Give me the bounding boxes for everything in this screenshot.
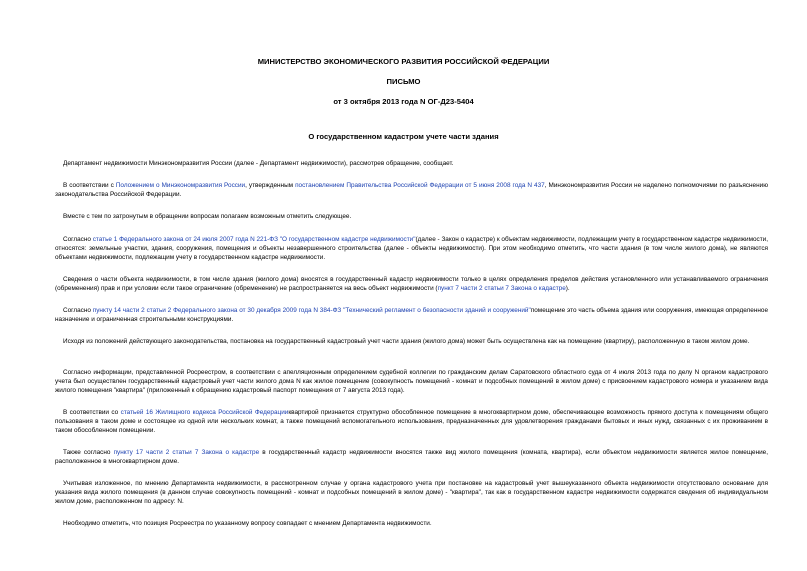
paragraph-2	[55, 181, 768, 199]
paragraph-text: Учитывая изложенное, по мнению Департамента недвижимости, в рассмотренном случае у органа кадастрового учета при постановке на кадастровый учет вышеуказанного объекта недвижимости отсутствовало основание для указания вида жилого помещения (в данном случае совокупность помещений - комнат и подсобных помещений в жилом доме) - "квартира", так как в государственном кадастре недвижимости содержатся сведения об индивидуальном жилом доме, расположенном по адресу: N.	[55, 480, 768, 506]
paragraph-text: Исходя из положений действующего законодательства, постановка на государственный кадастровый учет части здания (жилого дома) может быть осуществлена как на помещение (квартиру), расположенную в таком жилом доме.	[63, 338, 750, 345]
document-subject: О государственном кадастром учете части здания	[308, 132, 499, 141]
link-federal-law-384[interactable]: пункту 14 части 2 статьи 2 Федерального закона от 30 декабря 2009 года N 384-ФЗ "Технический регламент о безопасности зданий и сооружений"	[92, 307, 531, 314]
paragraph-text: Сведения о части объекта недвижимости, в том числе здания (жилого дома) вносятся в государственный кадастр недвижимости только в целях определения пределов действия установленного или устанавливаемого ограничения (обременения) прав и при условии если такое ограничение (обременение) не распространяется на весь объект недвижимости (	[55, 276, 768, 293]
paragraph-6	[55, 306, 768, 324]
paragraph-text: в государственный кадастр недвижимости вносятся также вид жилого помещения (комната, квартира), если объектом недвижимости является жилое помещение, расположенное в многоквартирном доме.	[55, 449, 768, 466]
link-government-decree-437[interactable]: постановлением Правительства Российской Федерации от 5 июня 2008 года N 437	[295, 182, 545, 189]
link-federal-law-221[interactable]: статье 1 Федерального закона от 24 июля 2007 года N 221-ФЗ "О государственном кадастре недвижимости"	[92, 236, 416, 243]
paragraph-4	[55, 235, 768, 263]
paragraph-text: ).	[565, 285, 570, 293]
paragraph-text: квартирой признается структурно обособленное помещение в многоквартирном доме, обеспечивающее возможность прямого доступа к помещениям общего пользования в таком доме и состоящее из одной или нескольких комнат, а также помещений вспомогательного использования, предназначенных для удовлетворения гражданами бытовых и иных нужд, связанных с их проживанием в таком обособленном помещении.	[55, 409, 768, 435]
paragraph-5	[55, 275, 768, 293]
paragraph-10	[55, 448, 768, 466]
paragraph-text: В соответствии с	[63, 182, 116, 189]
link-cadastre-law-article-7-point-17[interactable]: пункту 17 части 2 статьи 7 Закона о кадастре	[113, 449, 260, 456]
paragraph-text: Согласно	[63, 236, 93, 243]
paragraph-9	[55, 408, 768, 436]
paragraph-8	[55, 368, 768, 396]
paragraph-7	[55, 337, 768, 346]
paragraph-11	[55, 479, 768, 507]
paragraph-text: , утвержденным	[245, 182, 296, 189]
document-type: ПИСЬМО	[386, 77, 421, 86]
document-date-number: от 3 октября 2013 года N ОГ-Д23-5404	[333, 97, 474, 106]
paragraph-3	[55, 212, 768, 221]
paragraph-text: Также согласно	[63, 449, 114, 456]
link-regulation-ministry[interactable]: Положением о Минэкономразвития России	[115, 182, 246, 189]
paragraph-12	[55, 519, 768, 528]
paragraph-text: , Минэкономразвития России не наделено полномочиями по разъяснению законодательства Российской Федерации.	[55, 182, 768, 199]
link-cadastre-law-article-7[interactable]: пункт 7 части 2 статьи 7 Закона о кадастре	[437, 285, 566, 293]
paragraph-text: Согласно информации, представленной Росреестром, в соответствии с апелляционным определением судебной коллегии по гражданским делам Саратовского областного суда от 4 июля 2013 года по делу N органом кадастрового учета был осуществлен государственный кадастровый учет части жилого дома N как жилое помещение (совокупность помещений - комнат и подсобных помещений в жилом доме) с присвоением кадастрового номера и указанием вида жилого помещения "квартира" (приложенный к обращению кадастровый паспорт помещения от 7 августа 2013 года).	[55, 369, 768, 395]
paragraph-text: помещение это часть объема здания или сооружения, имеющая определенное назначение и ограниченная строительными конструкциями.	[55, 307, 769, 324]
paragraph-text: (далее - Закон о кадастре) к объектам недвижимости, подлежащим учету в государственном кадастре недвижимости, относятся: земельные участки, здания, сооружения, помещения и объекты незавершенного строительства (далее - объекты недвижимости). При этом необходимо отметить, что части здания (в том числе жилого дома), не являются объектами недвижимости, подлежащим учету в государственном кадастре недвижимости.	[55, 236, 768, 262]
paragraph-text: Департамент недвижимости Минэкономразвития России (далее - Департамент недвижимости), рассмотрев обращение, сообщает.	[63, 160, 454, 167]
ministry-title: МИНИСТЕРСТВО ЭКОНОМИЧЕСКОГО РАЗВИТИЯ РОССИЙСКОЙ ФЕДЕРАЦИИ	[257, 57, 550, 66]
paragraph-text: Необходимо отметить, что позиция Росреестра по указанному вопросу совпадает с мнением Департамента недвижимости.	[63, 520, 432, 527]
paragraph-text: Вместе с тем по затронутым в обращении вопросам полагаем возможным отметить следующее.	[63, 213, 352, 220]
paragraph-1	[55, 159, 768, 168]
link-housing-code-article-16[interactable]: статьей 16 Жилищного кодекса Российской Федерации	[120, 409, 289, 416]
paragraph-text: Согласно	[63, 307, 93, 314]
paragraph-text: В соответствии со	[63, 409, 121, 416]
